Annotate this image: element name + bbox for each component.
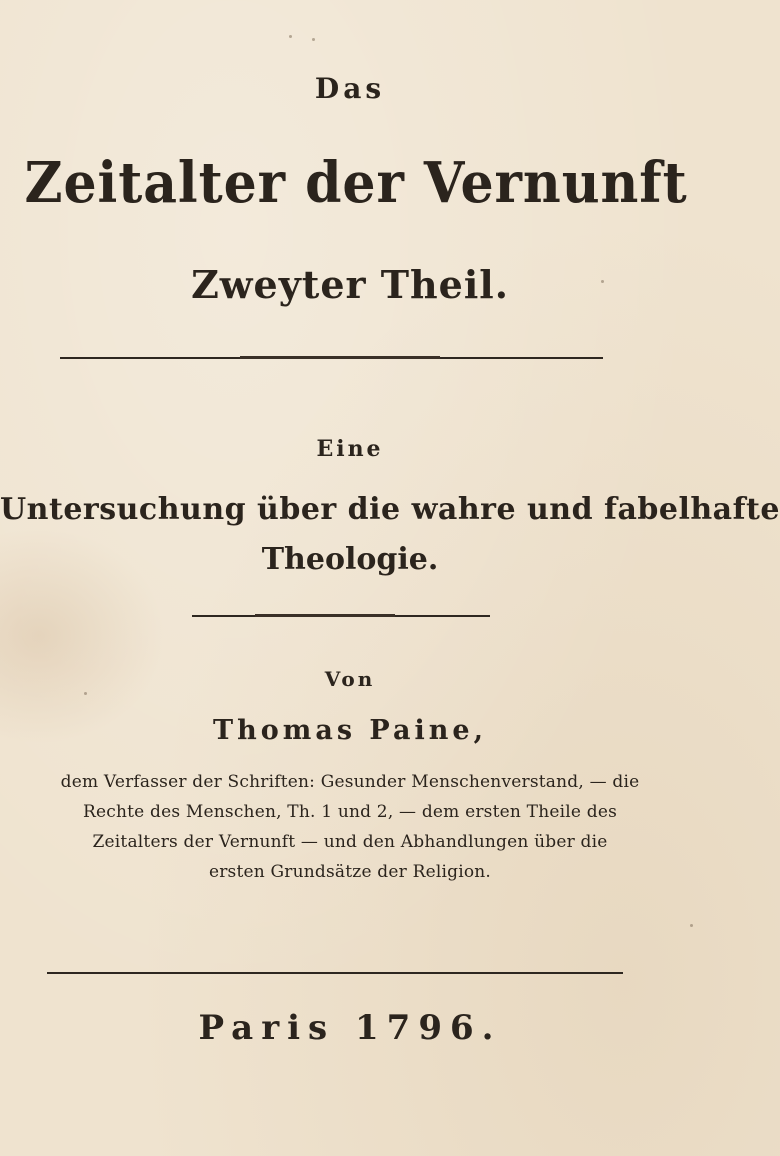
author-description-line: Zeitalters der Vernunft — und den Abhandlungen über die: [92, 832, 608, 852]
imprint: Paris 1796.: [198, 1008, 502, 1048]
author-description-line: Rechte des Menschen, Th. 1 und 2, — dem ersten Theile des: [82, 802, 618, 822]
divider-rule-ornament: [255, 614, 395, 617]
main-title: Zeitalter der Vernunft: [24, 150, 688, 216]
paper-speck: [84, 692, 87, 695]
paper-speck: [289, 35, 292, 38]
paper-speck: [690, 924, 693, 927]
author-description-line: dem Verfasser der Schriften: Gesunder Menschenverstand, — die: [60, 772, 640, 792]
subtitle: Zweyter Theil.: [191, 262, 509, 307]
subject-intro: Eine: [316, 436, 384, 462]
divider-rule: [47, 972, 623, 974]
title-article: Das: [314, 72, 386, 105]
by-word: Von: [324, 667, 376, 691]
author-name: Thomas Paine,: [213, 715, 487, 746]
divider-rule-ornament: [240, 356, 440, 359]
author-description-line: ersten Grundsätze der Religion.: [208, 862, 492, 882]
subject-line: Theologie.: [261, 542, 439, 577]
subject-line: Untersuchung über die wahre und fabelhafte: [0, 492, 780, 527]
paper-speck: [312, 38, 315, 41]
